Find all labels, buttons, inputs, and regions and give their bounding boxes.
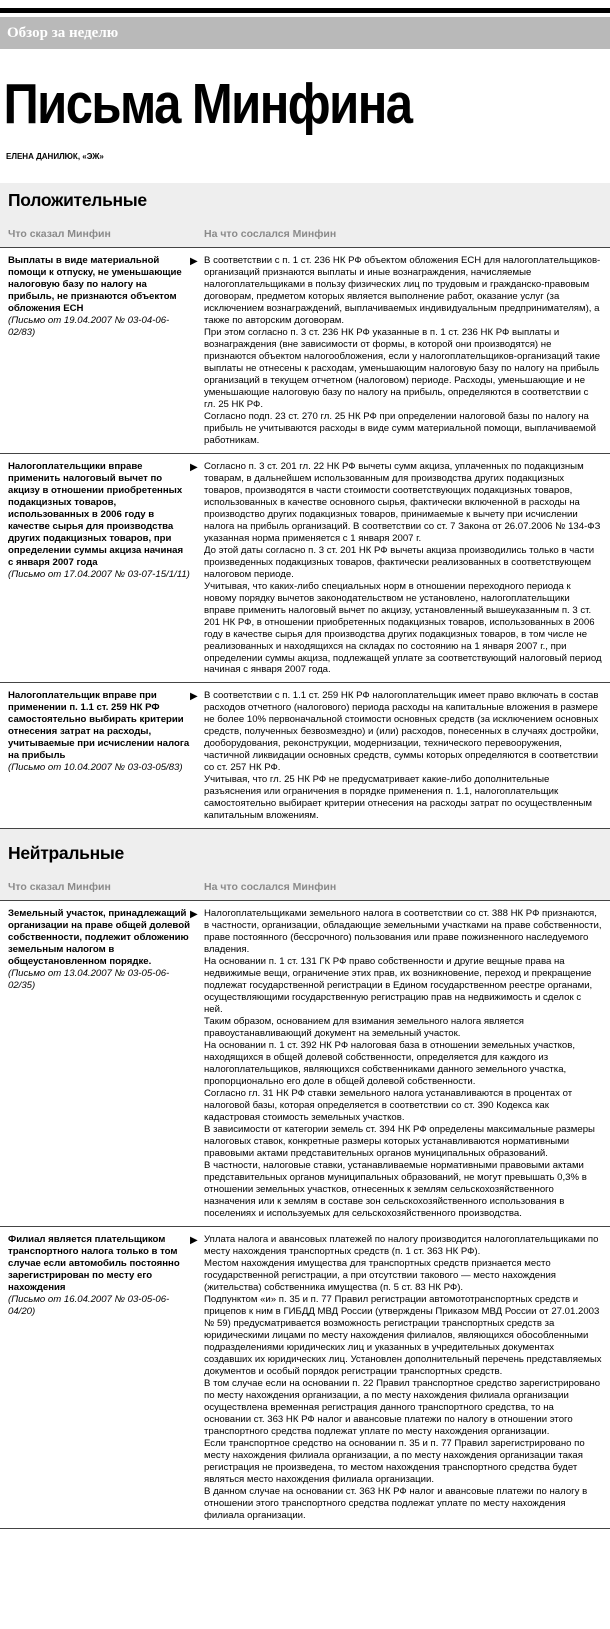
letter-question: Земельный участок, принадлежащий организации на праве общей долевой собственности, подлежит обложению земельным налогом в общеустановленном порядке. bbox=[8, 908, 190, 968]
basis-paragraph: Учитывая, что каких-либо специальных норм в отношении переходного периода к новому порядку вычетов законодательством не установлено, налогоплательщики вправе применить налоговый вычет по акцизу, установленный вышеуказанным п. 3 ст. 201 НК РФ, в отношении приобретенных подакцизных товаров, использованных в 2006 году в качестве сырья для производства других подакцизных товаров, в том числе не реализованных и находящихся на складах по состоянию на 1 января 2007 г., при определении суммы акциза, подлежащей уплате за соответствующий налоговый период начиная с января 2007 года. bbox=[204, 580, 602, 676]
letter-row bbox=[0, 454, 610, 684]
basis-paragraph: В данном случае на основании ст. 363 НК РФ налог и авансовые платежи по налогу в отношении этого транспортного средства подлежат уплате по месту нахождения филиала организации. bbox=[204, 1485, 588, 1521]
letter-question: Налогоплательщик вправе при применении п. 1.1 ст. 259 НК РФ самостоятельно выбирать критерии отнесения затрат на расходы, учитываемые при исчислении налога на прибыль bbox=[8, 690, 190, 762]
letter-summary bbox=[0, 683, 190, 828]
basis-paragraph: В частности, налоговые ставки, устанавливаемые нормативными правовыми актами представительных органов муниципальных образований, не могут превышать 0,3% в отношении земельных участков, отнесенных к землям сельскохозяйственного назначения или к землям в составе зон сельскохозяйственного использования в поселениях и используемых для сельскохозяйственного производства. bbox=[204, 1159, 587, 1219]
letter-row bbox=[0, 901, 610, 1227]
basis-paragraph: На основании п. 1 ст. 392 НК РФ налоговая база в отношении земельных участков, находящихся в общей долевой собственности, определяется для каждого из налогоплательщиков, являющихся собственниками данного земельного участка, пропорционально его доле в общей долевой собственности. bbox=[204, 1040, 576, 1088]
basis-paragraph: В том случае если на основании п. 22 Правил транспортное средство зарегистрировано по месту нахождения организации, а по месту нахождения филиала организации осуществлена временная регистрация данного транспортного средства, то на основании ст. 363 НК РФ налог и авансовые платежи по налогу в отношении этого транспортного средства подлежат уплате по месту нахождения организации. bbox=[204, 1377, 601, 1437]
letter-summary bbox=[0, 248, 190, 453]
letter-basis bbox=[190, 901, 610, 1226]
categories bbox=[0, 183, 610, 1529]
basis-paragraph: Согласно подп. 23 ст. 270 гл. 25 НК РФ при определении налоговой базы по налогу на прибыль не учитываются расходы в виде сумм материальной помощи, выплачиваемой работникам. bbox=[204, 410, 597, 446]
triangle-bullet-icon: ▶ bbox=[190, 691, 198, 703]
letter-question: Филиал является плательщиком транспортного налога только в том случае если автомобиль постоянно зарегистрирован по месту его нахождения bbox=[8, 1233, 180, 1293]
section-label: Обзор за неделю bbox=[7, 24, 119, 41]
column-header-said: Что сказал Минфин bbox=[8, 881, 111, 894]
triangle-bullet-icon: ▶ bbox=[190, 461, 198, 473]
letter-reference: (Письмо от 19.04.2007 № 03-04-06-02/83) bbox=[8, 314, 170, 338]
category-heading: Нейтральные bbox=[0, 829, 610, 870]
letter-basis bbox=[190, 683, 610, 828]
top-rule bbox=[0, 8, 610, 13]
letter-reference: (Письмо от 16.04.2007 № 03-05-06-04/20) bbox=[8, 1293, 170, 1317]
basis-paragraph: Согласно гл. 31 НК РФ ставки земельного налога устанавливаются в процентах от налоговой базы, которая определяется в соответствии со ст. 390 Кодекса как кадастровая стоимость земельных участков. bbox=[204, 1088, 573, 1124]
letter-reference: (Письмо от 17.04.2007 № 03-07-15/1/11) bbox=[8, 568, 190, 580]
column-header-referenced: На что сослался Минфин bbox=[204, 228, 337, 240]
section-bar bbox=[0, 17, 610, 49]
category-heading: Положительные bbox=[0, 183, 610, 217]
letter-question: Налогоплательщики вправе применить налоговый вычет по акцизу в отношении приобретенных подакцизных товаров, использованных в 2006 году в качестве сырья для производства других подакцизных товаров, при определении суммы акциза начиная с января 2007 года bbox=[8, 460, 184, 568]
basis-paragraph: На основании п. 1 ст. 131 ГК РФ право собственности и другие вещные права на недвижимые вещи, ограничение этих прав, их возникновение, переход и прекращение подлежат государственной регистрации в Едином государственном реестре органами, осуществляющими государственную регистрацию прав на недвижимость и сделок с ней. bbox=[204, 956, 593, 1016]
column-headers bbox=[0, 217, 610, 248]
triangle-bullet-icon: ▶ bbox=[190, 256, 198, 267]
letter-basis bbox=[190, 454, 610, 683]
basis-paragraph: Местом нахождения имущества для транспортных средств признается место государственной регистрации, а при отсутствии такового — место нахождения (жительства) собственника имущества (п. 5 ст. 83 НК РФ). bbox=[204, 1257, 556, 1293]
triangle-bullet-icon: ▶ bbox=[190, 909, 198, 921]
letter-row bbox=[0, 248, 610, 454]
letter-reference: (Письмо от 13.04.2007 № 03-05-06-02/35) bbox=[8, 968, 170, 992]
basis-paragraph: Таким образом, основанием для взимания земельного налога является правоустанавливающий документ на земельный участок. bbox=[204, 1016, 525, 1040]
letter-basis bbox=[190, 248, 610, 453]
column-header-referenced: На что сослался Минфин bbox=[204, 881, 337, 894]
basis-paragraph: Налогоплательщиками земельного налога в соответствии со ст. 388 НК РФ признаются, в частности, организации, обладающие земельными участками на праве собственности, праве постоянного (бессрочного) пользования или праве пожизненного наследуемого владения. bbox=[204, 908, 602, 956]
basis-paragraph: Согласно п. 3 ст. 201 гл. 22 НК РФ вычеты сумм акциза, уплаченных по подакцизным товарам, в дальнейшем использованным для производства других подакцизных товаров, производятся в части стоимости соответствующих подакцизных товаров, использованных в качестве основного сырья, фактически включенной в расходы на производство других подакцизных товаров, принимаемые к вычету при исчислении налога на прибыль организаций. В соответствии со ст. 7 Закона от 26.07.2006 № 134-ФЗ указанная норма применяется с 1 января 2007 г. bbox=[204, 460, 601, 544]
basis-paragraph: Подпунктом «и» п. 35 и п. 77 Правил регистрации автомототранспортных средств и прицепов к ним в ГИБДД МВД России (утверждены Приказом МВД России от 27.01.2003 № 59) предусматривается возможность регистрации транспортных средств за юридическими лицами по месту нахождения филиалов, являющихся обособленными подразделениями юридических лиц и указанных в учредительных документах создавших их юридических лиц. Установлен дополнительный перечень представляемых документов и особый порядок регистрации транспортных средств. bbox=[204, 1293, 602, 1377]
letter-reference: (Письмо от 10.04.2007 № 03-03-05/83) bbox=[8, 762, 183, 774]
column-header-said: Что сказал Минфин bbox=[8, 228, 111, 240]
page-title: Письма Минфина bbox=[3, 72, 412, 136]
basis-paragraph: Если транспортное средство на основании п. 35 и п. 77 Правил зарегистрировано по месту нахождения филиала организации, а по месту нахождения организации такая регистрация не произведена, то местом нахождения транспортного средства будет являться место нахождения филиала организации. bbox=[204, 1437, 585, 1485]
letter-summary bbox=[0, 901, 190, 1226]
basis-paragraph: В соответствии с п. 1.1 ст. 259 НК РФ налогоплательщик имеет право включать в состав расходов отчетного (налогового) периода расходы на капитальные вложения в размере не более 10% первоначальной стоимости основных средств (за исключением основных средств, полученных безвозмездно) и (или) расходов, понесенных в случаях достройки, дооборудования, реконструкции, модернизации, технического перевооружения, частичной ликвидации основных средств, суммы которых определяются в соответствии со ст. 257 НК РФ. bbox=[204, 690, 599, 774]
column-headers bbox=[0, 870, 610, 901]
letter-row bbox=[0, 683, 610, 829]
basis-paragraph: В зависимости от категории земель ст. 394 НК РФ определены максимальные размеры налоговых ставок, конкретные размеры которых устанавливаются нормативными правовыми актами представительных органов муниципальных образований. bbox=[204, 1124, 595, 1159]
basis-paragraph: До этой даты согласно п. 3 ст. 201 НК РФ вычеты акциза производились только в части произведенных подакцизных товаров, фактически реализованных в соответствующем налоговом периоде. bbox=[204, 544, 595, 580]
author-byline: ЕЛЕНА ДАНИЛЮК, «ЭЖ» bbox=[6, 152, 104, 161]
letter-question: Выплаты в виде материальной помощи к отпуску, не уменьшающие налоговую базу по налогу на прибыль, не признаются объектом обложения ЕСН bbox=[8, 255, 182, 314]
triangle-bullet-icon: ▶ bbox=[190, 1234, 198, 1246]
basis-paragraph: Уплата налога и авансовых платежей по налогу производится налогоплательщиками по месту нахождения транспортных средств (п. 1 ст. 363 НК РФ). bbox=[204, 1233, 599, 1257]
letter-summary bbox=[0, 454, 190, 683]
basis-paragraph: В соответствии с п. 1 ст. 236 НК РФ объектом обложения ЕСН для налогоплательщиков-организаций признаются выплаты и иные вознаграждения, начисляемые налогоплательщиками в пользу физических лиц по трудовым и гражданско-правовым договорам, предметом которых является выполнение работ, оказание услуг (за исключением вознаграждений, выплачиваемых индивидуальным предпринимателям), а также по авторским договорам. bbox=[204, 255, 601, 326]
basis-paragraph: При этом согласно п. 3 ст. 236 НК РФ указанные в п. 1 ст. 236 НК РФ выплаты и вознаграждения (вне зависимости от формы, в которой они производятся) не признаются объектом налогообложения, если у налогоплательщиков-организаций такие выплаты не отнесены к расходам, уменьшающим налоговую базу по налогу на прибыль организаций в текущем отчетном (налоговом) периоде. Расходы, уменьшающие и не уменьшающие налоговую базу по налогу на прибыль, определяются в соответствии с гл. 25 НК РФ. bbox=[204, 326, 601, 410]
letter-basis bbox=[190, 1227, 610, 1528]
letter-row bbox=[0, 1227, 610, 1529]
basis-paragraph: Учитывая, что гл. 25 НК РФ не предусматривает какие-либо дополнительные разъяснения или ограничения в порядке применения п. 1.1, налогоплательщик самостоятельно выбирает критерии отнесения на расходы затрат по осуществленным капитальным вложениям. bbox=[204, 774, 593, 822]
letter-summary bbox=[0, 1227, 190, 1528]
